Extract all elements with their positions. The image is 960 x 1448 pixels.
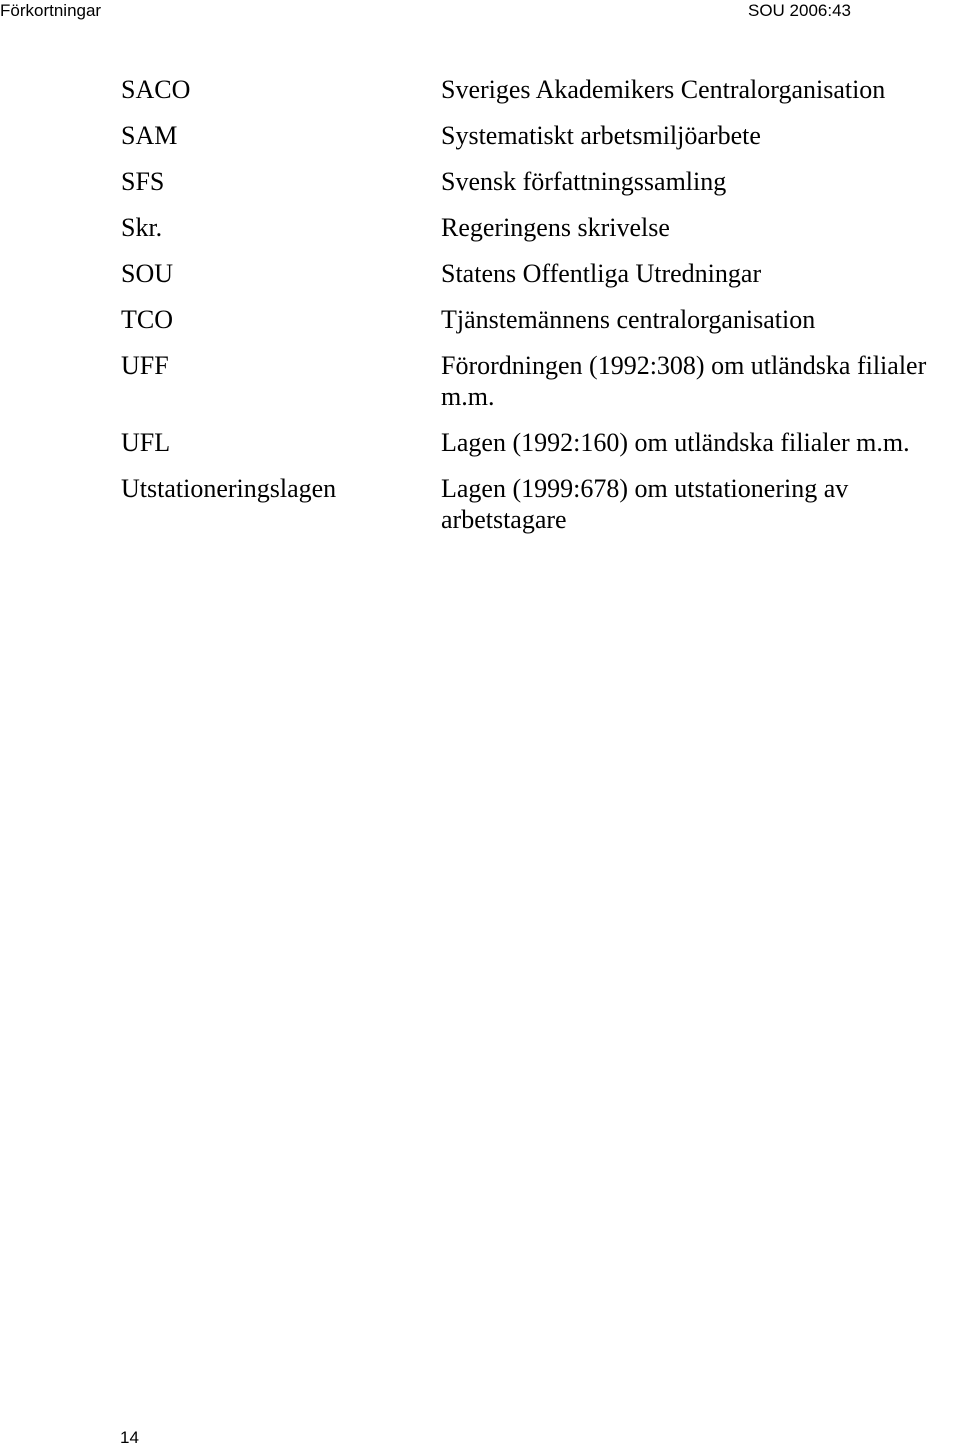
abbreviation-term: SAM bbox=[121, 121, 178, 150]
abbreviation-term: SFS bbox=[121, 167, 165, 196]
abbreviation-definition: Tjänstemännens centralorganisation bbox=[441, 305, 816, 334]
abbreviation-entry bbox=[0, 166, 960, 197]
abbreviation-entry bbox=[0, 473, 960, 535]
abbreviation-definition: Förordningen (1992:308) om utländska filialer m.m. bbox=[441, 351, 927, 411]
abbreviation-definition: Regeringens skrivelse bbox=[441, 213, 670, 242]
abbreviation-entry bbox=[0, 304, 960, 335]
abbreviation-entry bbox=[0, 120, 960, 151]
page-number: 14 bbox=[120, 1428, 139, 1447]
abbreviation-entry bbox=[0, 74, 960, 105]
running-head-section-title: Förkortningar bbox=[0, 1, 102, 20]
abbreviation-definition: Lagen (1999:678) om utstationering av arbetstagare bbox=[441, 474, 849, 534]
abbreviation-definition: Systematiskt arbetsmiljöarbete bbox=[441, 121, 761, 150]
abbreviation-term: UFF bbox=[121, 351, 169, 380]
abbreviation-entry bbox=[0, 258, 960, 289]
abbreviation-term: Utstationeringslagen bbox=[121, 474, 337, 503]
running-head-document-id: SOU 2006:43 bbox=[748, 1, 852, 20]
abbreviation-definition: Svensk författningssamling bbox=[441, 167, 727, 196]
abbreviation-definition: Sveriges Akademikers Centralorganisation bbox=[441, 75, 886, 104]
abbreviation-definition: Statens Offentliga Utredningar bbox=[441, 259, 762, 288]
abbreviation-term: Skr. bbox=[121, 213, 163, 242]
abbreviation-list bbox=[0, 74, 960, 550]
abbreviation-definition: Lagen (1992:160) om utländska filialer m.m. bbox=[441, 428, 910, 457]
abbreviation-term: SACO bbox=[121, 75, 191, 104]
abbreviation-term: TCO bbox=[121, 305, 173, 334]
abbreviation-term: SOU bbox=[121, 259, 174, 288]
abbreviation-term: UFL bbox=[121, 428, 171, 457]
abbreviation-entry bbox=[0, 350, 960, 412]
abbreviation-entry bbox=[0, 212, 960, 243]
abbreviation-entry bbox=[0, 427, 960, 458]
